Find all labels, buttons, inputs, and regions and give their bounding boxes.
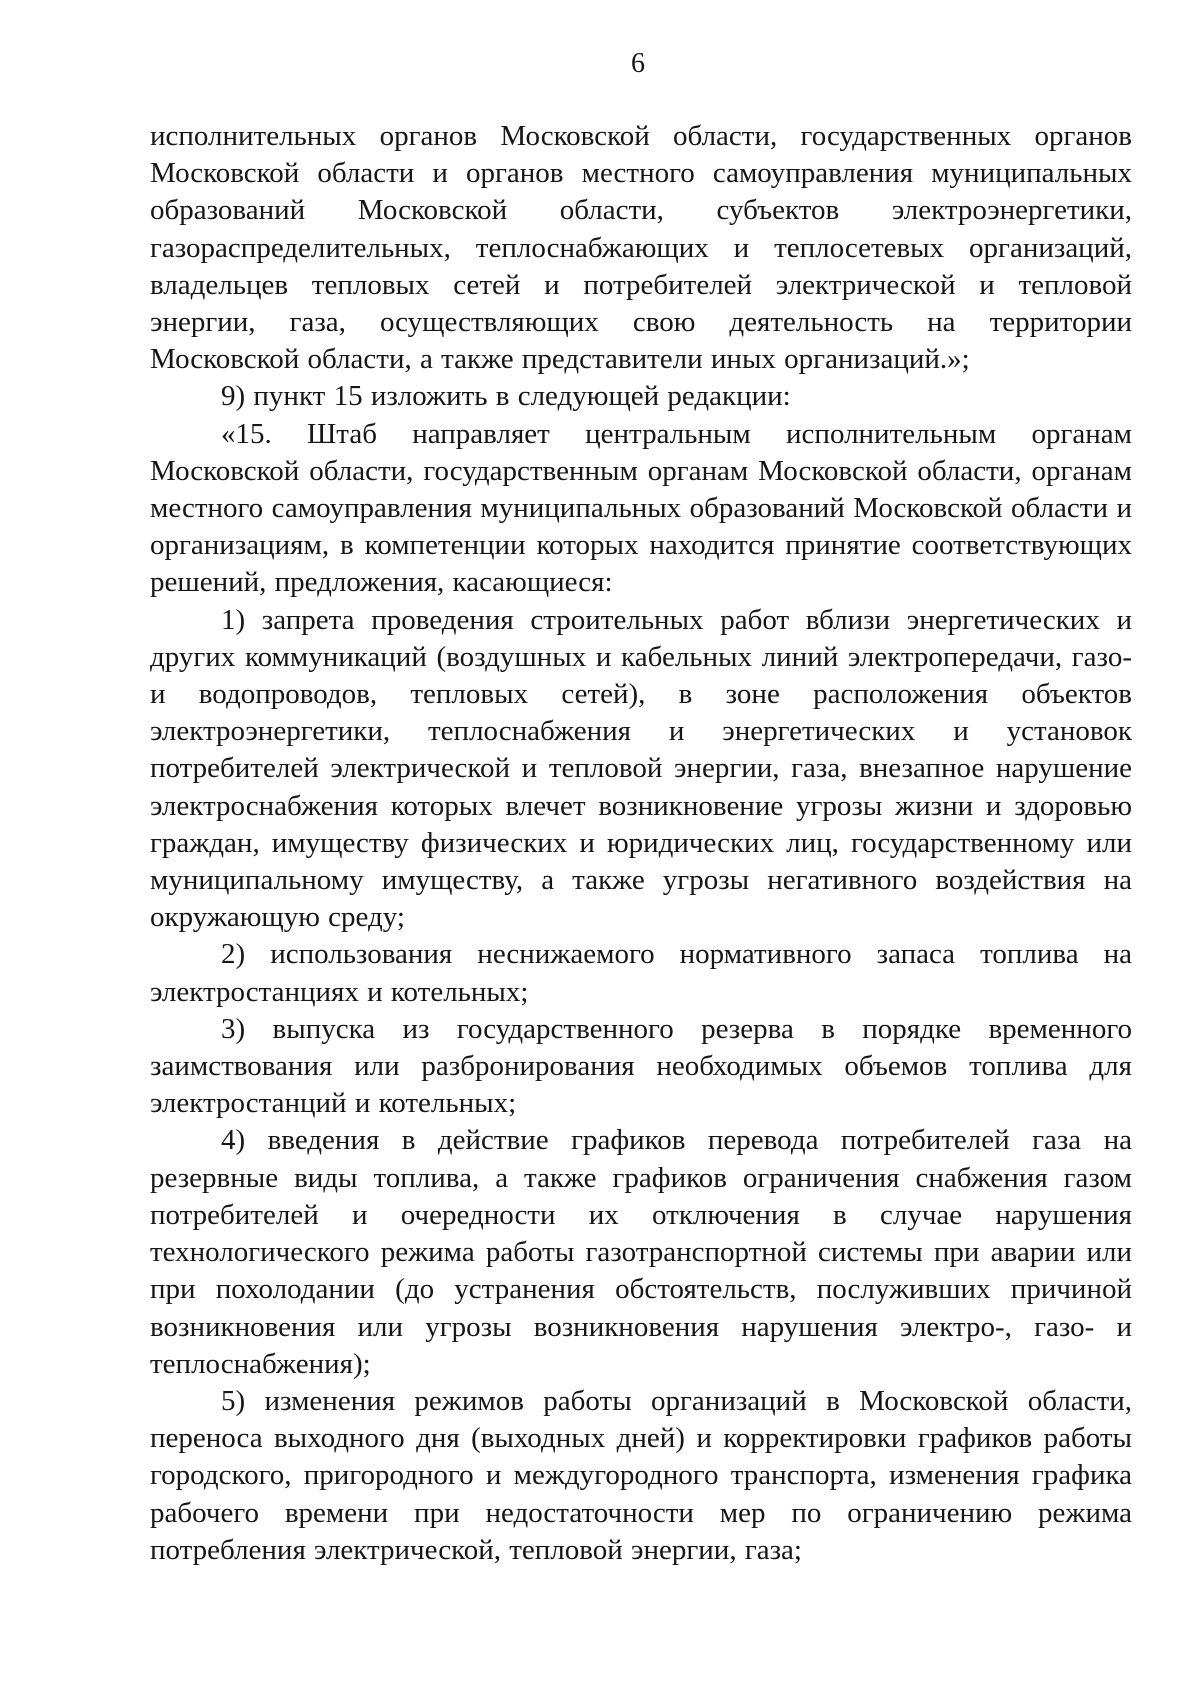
paragraph-subitem-3: 3) выпуска из государственного резерва в порядке временного заимствования или разбронирования необходимых объемов топлива для электростанций и котельных; <box>150 1012 1132 1120</box>
paragraph-continuation: исполнительных органов Московской области, государственных органов Московской области и органов местного самоуправления муниципальных образований Московской области, субъектов электроэнергетики, газораспределительных, теплоснабжающих и теплосетевых организаций, владельцев тепловых сетей и потребителей электрической и тепловой энергии, газа, осуществляющих свою деятельность на территории Московской области, а также представители иных организаций.»; <box>150 120 1132 376</box>
document-body <box>150 118 1132 1569</box>
paragraph-subitem-4: 4) введения в действие графиков перевода потребителей газа на резервные виды топлива, а также графиков ограничения снабжения газом потребителей и очередности их отключения в случае нарушения технологического режима работы газотранспортной системы при аварии или при похолодании (до устранения обстоятельств, послуживших причиной возникновения или угрозы возникновения нарушения электро-, газо- и теплоснабжения); <box>150 1124 1132 1380</box>
paragraph-subitem-5: 5) изменения режимов работы организаций в Московской области, переноса выходного дня (выходных дней) и корректировки графиков работы городского, пригородного и междугородного транспорта, изменения графика рабочего времени при недостаточности мер по ограничению режима потребления электрической, тепловой энергии, газа; <box>150 1384 1132 1566</box>
paragraph-subitem-2: 2) использования неснижаемого нормативного запаса топлива на электростанциях и котельных; <box>150 938 1132 1008</box>
paragraph-item-9: 9) пункт 15 изложить в следующей редакции: <box>221 380 791 413</box>
page-number: 6 <box>631 48 645 79</box>
paragraph-subitem-1: 1) запрета проведения строительных работ вблизи энергетических и других коммуникаций (воздушных и кабельных линий электропередачи, газо- и водопроводов, тепловых сетей), в зоне расположения объектов электроэнергетики, теплоснабжения и энергетических и установок потребителей электрической и тепловой энергии, газа, внезапное нарушение электроснабжения которых влечет возникновение угрозы жизни и здоровью граждан, имуществу физических и юридических лиц, государственному или муниципальному имуществу, а также угрозы негативного воздействия на окружающую среду; <box>150 603 1132 934</box>
paragraph-point-15: «15. Штаб направляет центральным исполнительным органам Московской области, государственным органам Московской области, органам местного самоуправления муниципальных образований Московской области и организациям, в компетенции которых находится принятие соответствующих решений, предложения, касающиеся: <box>150 417 1132 599</box>
